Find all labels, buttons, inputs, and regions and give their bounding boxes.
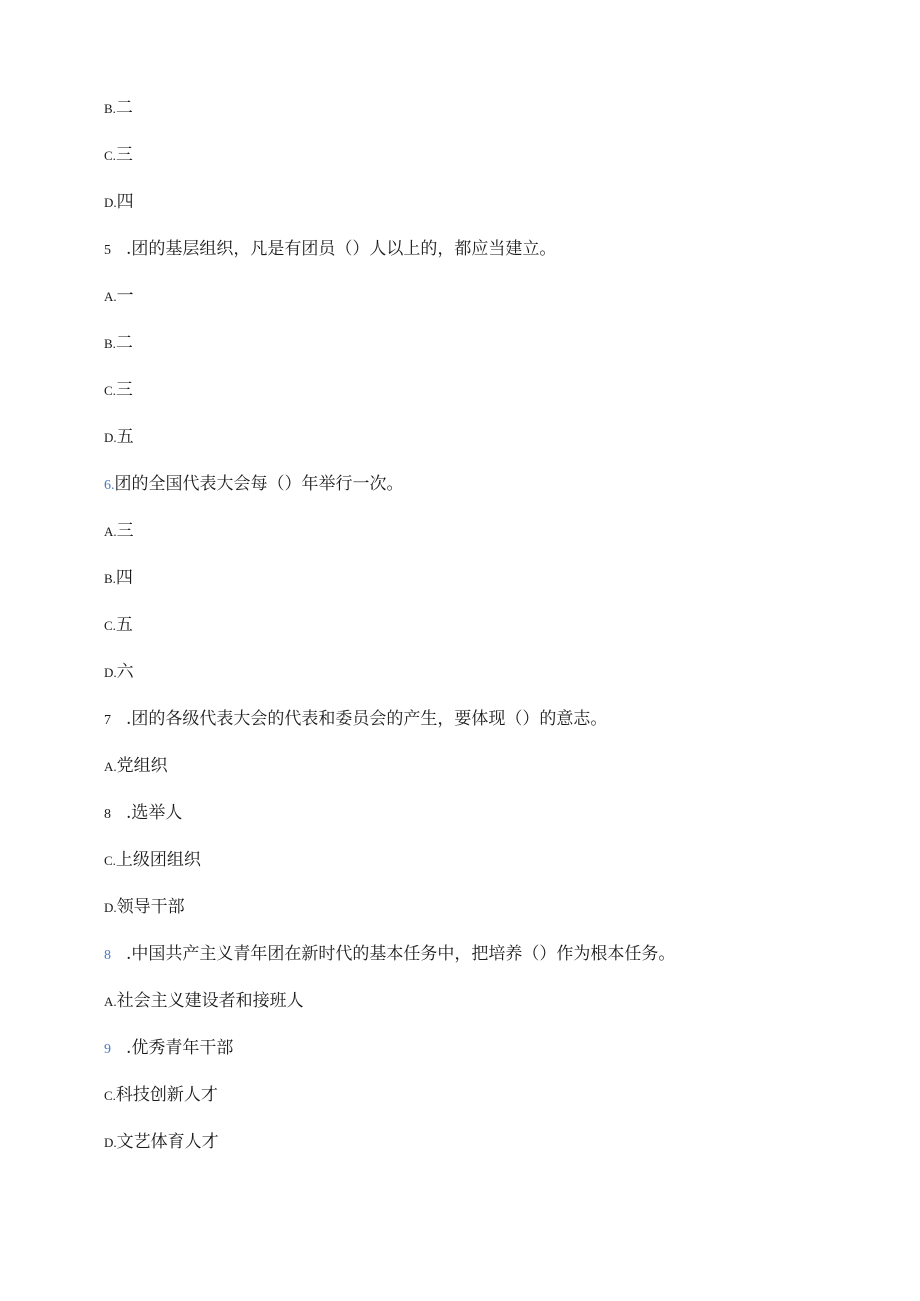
option-text: 二 xyxy=(115,98,133,118)
option-text: .选举人 xyxy=(126,803,183,823)
option-line xyxy=(104,332,133,355)
option-text: .优秀青年干部 xyxy=(126,1038,234,1058)
option-line xyxy=(104,379,133,402)
option-line xyxy=(104,191,134,214)
question-text: .团的基层组织，凡是有团员（）人以上的，都应当建立。 xyxy=(126,239,557,259)
option-text: 三 xyxy=(115,145,133,165)
question-line xyxy=(104,238,556,262)
option-text: 文艺体育人才 xyxy=(116,1132,219,1152)
question-line xyxy=(104,708,607,732)
option-line xyxy=(104,755,168,778)
question-text: .团的各级代表大会的代表和委员会的产生，要体现（）的意志。 xyxy=(126,709,608,729)
option-letter: A. xyxy=(104,994,117,1009)
option-line xyxy=(104,896,185,919)
question-text: .中国共产主义青年团在新时代的基本任务中，把培养（）作为根本任务。 xyxy=(126,944,676,964)
option-text: 领导干部 xyxy=(116,897,185,917)
option-text: 党组织 xyxy=(116,756,168,776)
option-text: 三 xyxy=(115,380,133,400)
option-number: 8 xyxy=(104,807,111,822)
option-letter: D. xyxy=(104,195,117,210)
option-letter: C. xyxy=(104,618,116,633)
option-line xyxy=(104,661,134,684)
option-text: 四 xyxy=(116,192,134,212)
question-line xyxy=(104,473,404,497)
option-letter: B. xyxy=(104,101,116,116)
option-letter: D. xyxy=(104,1135,117,1150)
option-text: 六 xyxy=(116,662,134,682)
option-line xyxy=(104,614,133,637)
option-letter: C. xyxy=(104,1088,116,1103)
option-line xyxy=(104,567,133,590)
question-number: 8 xyxy=(104,948,111,963)
option-line xyxy=(104,285,134,308)
option-letter: D. xyxy=(104,665,117,680)
option-line xyxy=(104,1037,233,1061)
question-text: 团的全国代表大会每（）年举行一次。 xyxy=(114,474,404,494)
option-line xyxy=(104,1084,218,1107)
option-letter: D. xyxy=(104,430,117,445)
question-number: 5 xyxy=(104,243,111,258)
option-text: 五 xyxy=(115,615,133,635)
option-number: 9 xyxy=(104,1042,111,1057)
question-number: 6. xyxy=(104,478,115,493)
option-text: 三 xyxy=(116,521,134,541)
option-line xyxy=(104,426,134,449)
option-line xyxy=(104,802,182,826)
option-text: 上级团组织 xyxy=(115,850,201,870)
option-text: 五 xyxy=(116,427,134,447)
option-line xyxy=(104,990,304,1013)
option-letter: A. xyxy=(104,759,117,774)
option-text: 社会主义建设者和接班人 xyxy=(116,991,304,1011)
option-line xyxy=(104,520,134,543)
option-letter: C. xyxy=(104,853,116,868)
option-letter: A. xyxy=(104,289,117,304)
option-letter: B. xyxy=(104,571,116,586)
option-letter: D. xyxy=(104,900,117,915)
option-letter: C. xyxy=(104,383,116,398)
question-number: 7 xyxy=(104,713,111,728)
option-text: 一 xyxy=(116,286,134,306)
option-line xyxy=(104,144,133,167)
option-line xyxy=(104,1131,219,1154)
question-line xyxy=(104,943,675,967)
option-text: 二 xyxy=(115,333,133,353)
option-line xyxy=(104,97,133,120)
option-letter: A. xyxy=(104,524,117,539)
option-line xyxy=(104,849,201,872)
option-text: 四 xyxy=(115,568,133,588)
option-text: 科技创新人才 xyxy=(115,1085,218,1105)
option-letter: C. xyxy=(104,148,116,163)
option-letter: B. xyxy=(104,336,116,351)
